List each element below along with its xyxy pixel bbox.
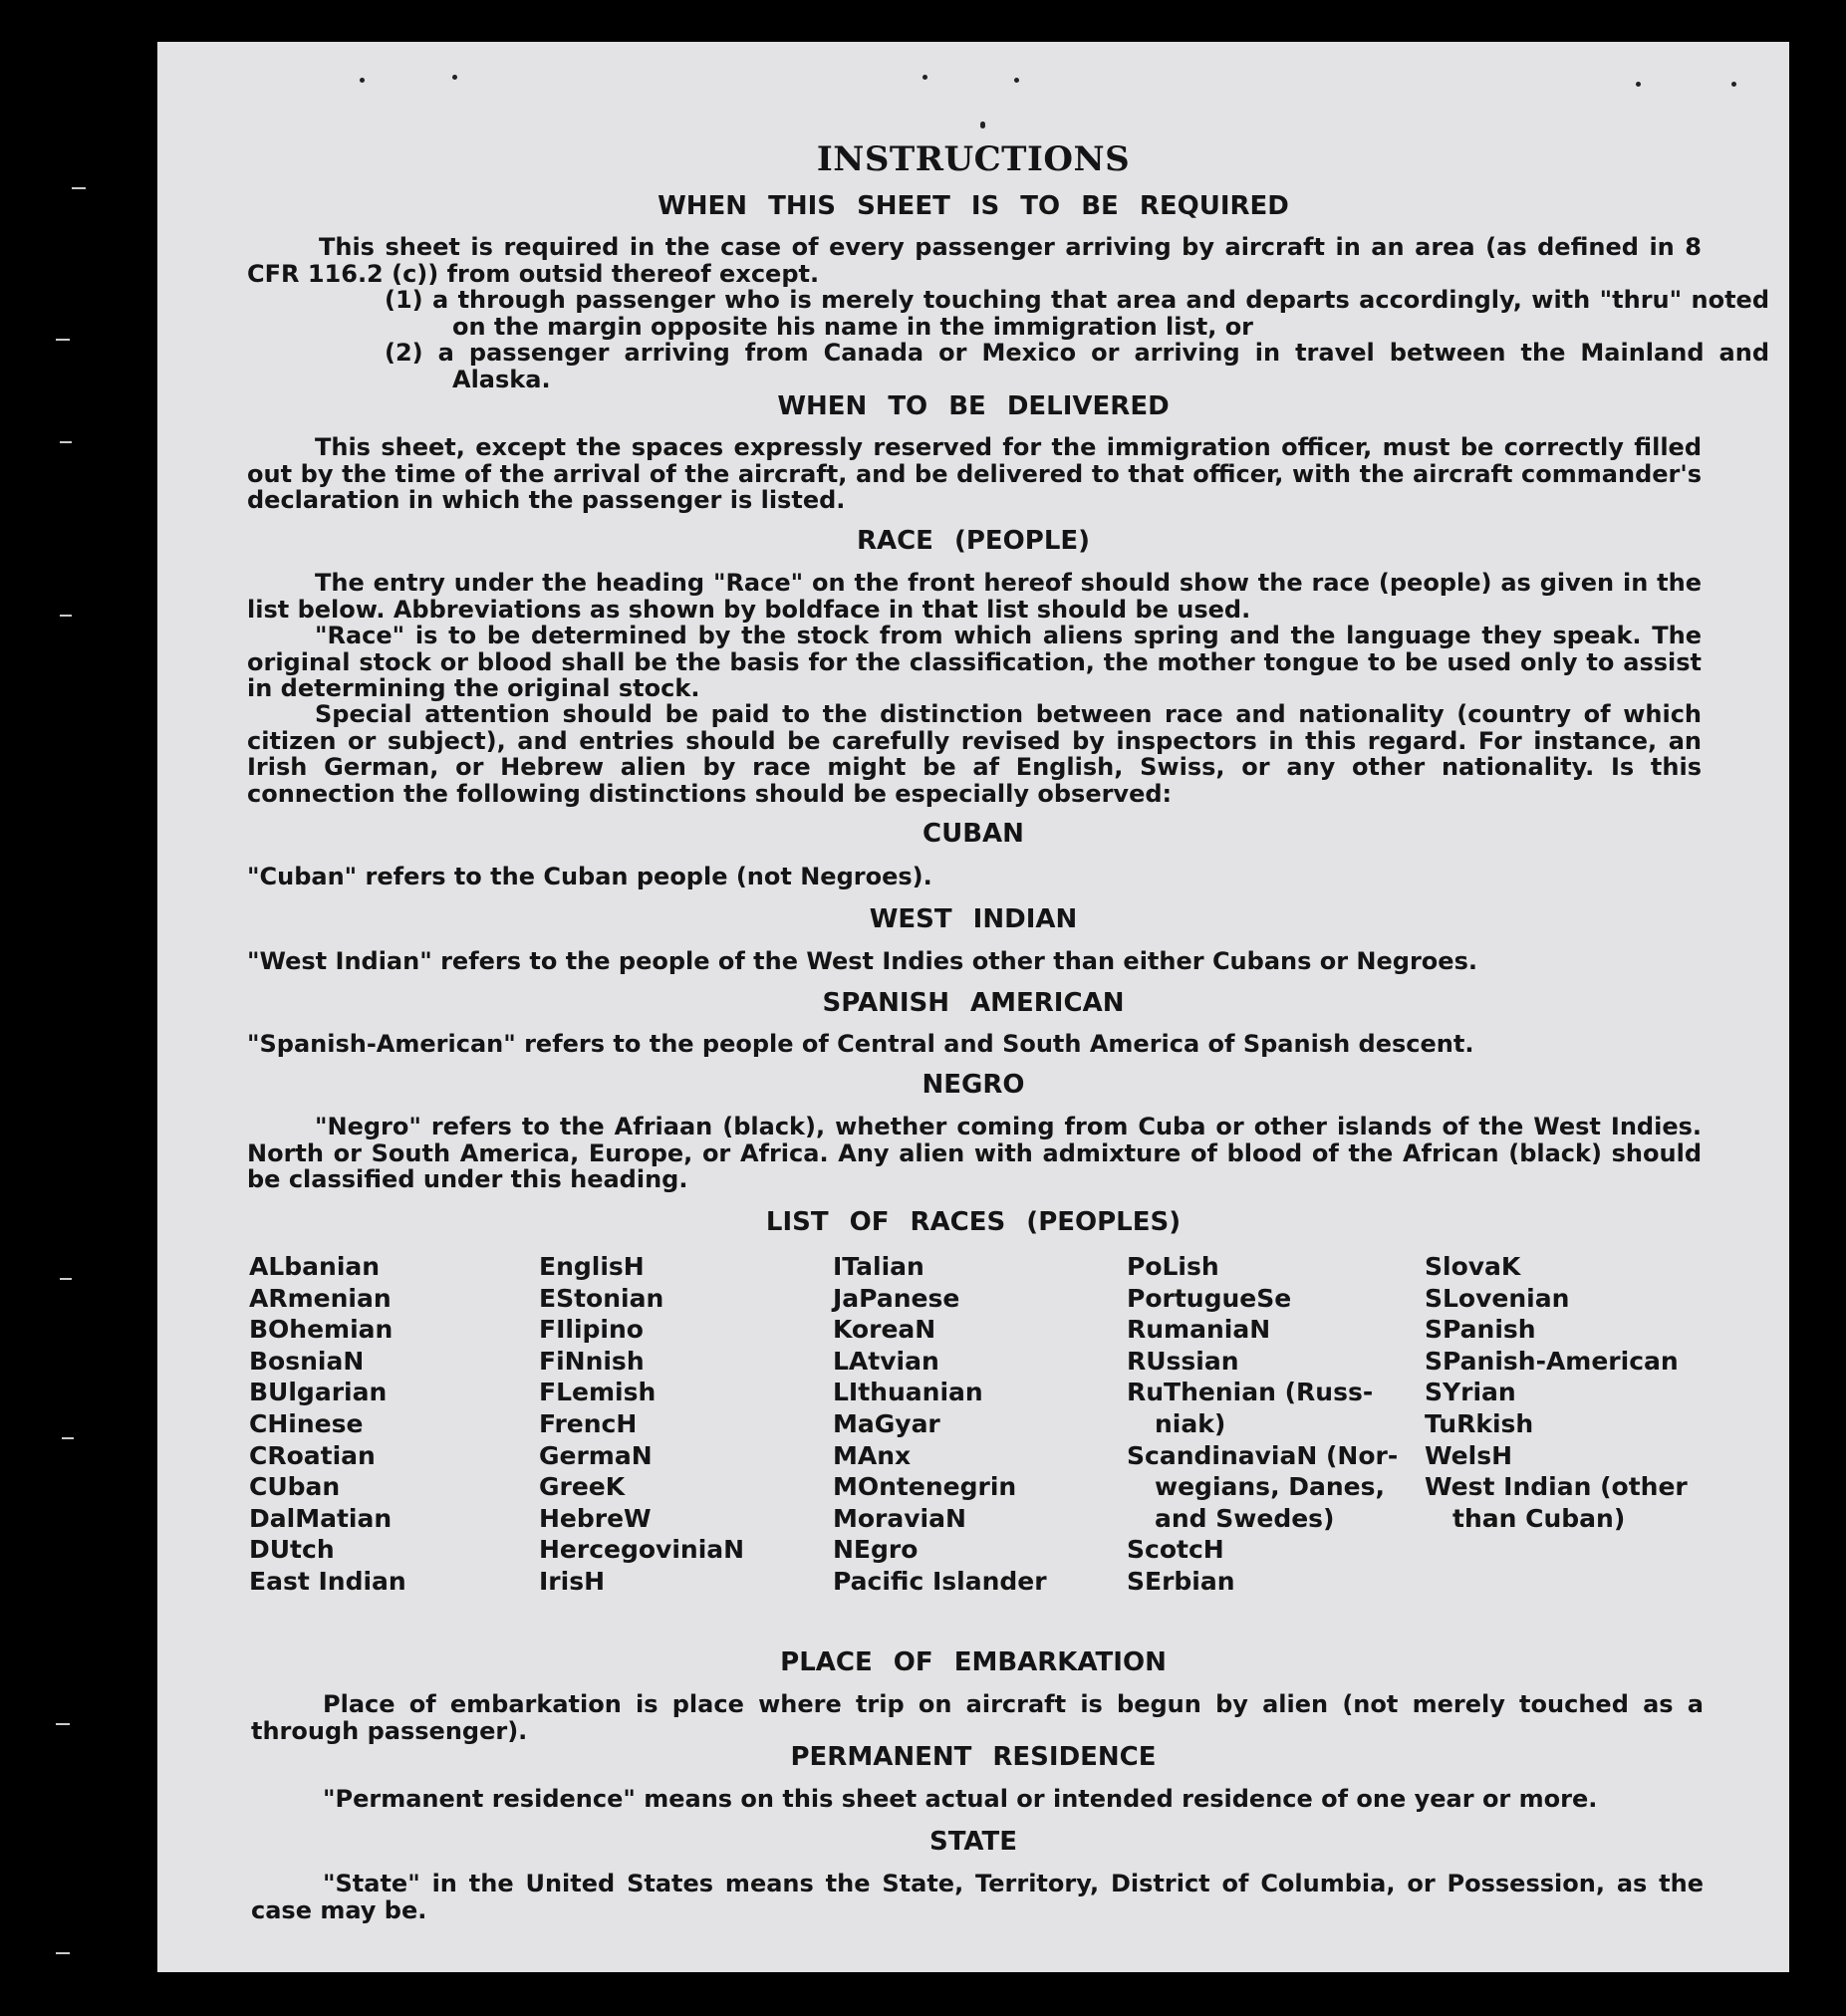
document-title: INSTRUCTIONS	[816, 139, 1131, 179]
paragraph-exception-1: (1) a through passenger who is merely touching that area and departs accordingly, with "thru" noted on the margin opposite his name in the immigration list, or	[385, 286, 1769, 341]
race-item: SErbian	[1127, 1566, 1235, 1596]
scan-speck	[1636, 82, 1641, 87]
margin-mark	[72, 187, 86, 189]
paragraph-cuban: "Cuban" refers to the Cuban people (not Negroes).	[247, 863, 932, 890]
scan-speck	[452, 75, 457, 80]
margin-mark	[56, 1952, 70, 1954]
race-item: FrencH	[539, 1408, 638, 1438]
race-item: JaPanese	[833, 1283, 960, 1313]
race-item: KoreaN	[833, 1315, 936, 1345]
race-item: NEgro	[833, 1535, 919, 1565]
scan-speck	[980, 124, 985, 128]
race-item: ALbanian	[249, 1252, 381, 1281]
race-item: LAtvian	[833, 1346, 939, 1376]
margin-mark	[60, 1278, 72, 1280]
paragraph-negro: "Negro" refers to the Afriaan (black), whether coming from Cuba or other islands of the West Indies. North or South America, Europe, or Africa. Any alien with admixture of blood of the African (black) should be classified under this heading.	[247, 1113, 1702, 1193]
paragraph-required-intro: This sheet is required in the case of every passenger arriving by aircraft in an area (as defined in 8 CFR 116.2 (c)) from outsid thereof except.	[247, 233, 1702, 288]
margin-mark	[56, 1723, 70, 1725]
races-column-3	[833, 1251, 1122, 1598]
paragraph-race-nationality: Special attention should be paid to the distinction between race and nationality (country of which citizen or subject), and entries should be carefully revised by inspectors in this regard. For instance, an Irish German, or Hebrew alien by race might be af English, Swiss, or any other nationality. Is this connection the following distinctions should be especially observed:	[247, 700, 1702, 808]
heading-cuban: CUBAN	[923, 819, 1024, 849]
paragraph-spanish-american: "Spanish-American" refers to the people of Central and South America of Spanish descent.	[247, 1030, 1474, 1058]
races-column-4	[1127, 1251, 1416, 1598]
race-item: FIlipino	[539, 1315, 644, 1345]
heading-permanent-residence: PERMANENT RESIDENCE	[790, 1742, 1157, 1772]
race-item: RumaniaN	[1127, 1315, 1271, 1345]
race-item: BOhemian	[249, 1315, 394, 1345]
paragraph-race-stock: "Race" is to be determined by the stock from which aliens spring and the language they speak. The original stock or blood shall be the basis for the classification, the mother tongue to be used only to assist in determining the original stock.	[247, 622, 1702, 702]
paragraph-embarkation: Place of embarkation is place where trip on aircraft is begun by alien (not merely touched as a through passenger).	[251, 1690, 1704, 1745]
scan-speck	[360, 78, 365, 83]
heading-negro: NEGRO	[922, 1070, 1025, 1100]
race-item: RUssian	[1127, 1346, 1239, 1376]
heading-when-required: WHEN THIS SHEET IS TO BE REQUIRED	[658, 191, 1289, 221]
race-item: CRoatian	[249, 1440, 376, 1470]
race-item: WelsH	[1425, 1440, 1513, 1470]
races-column-5	[1425, 1251, 1714, 1534]
race-item: CHinese	[249, 1408, 364, 1438]
margin-mark	[60, 615, 72, 617]
race-item: SPanish-American	[1425, 1346, 1679, 1376]
race-item: EStonian	[539, 1283, 664, 1313]
race-item: and Swedes)	[1155, 1503, 1335, 1533]
race-item: MOntenegrin	[833, 1472, 1017, 1502]
race-item: SLovenian	[1425, 1283, 1570, 1313]
race-item: East Indian	[249, 1566, 406, 1596]
race-item: DUtch	[249, 1535, 335, 1565]
race-item: HebreW	[539, 1503, 652, 1533]
race-item: wegians, Danes,	[1155, 1472, 1386, 1502]
heading-race-people: RACE (PEOPLE)	[856, 526, 1091, 556]
race-item: RuThenian (Russ-	[1127, 1378, 1374, 1407]
race-item: ARmenian	[249, 1283, 392, 1313]
heading-state: STATE	[928, 1827, 1018, 1857]
race-item: BUlgarian	[249, 1378, 388, 1407]
race-item: ScandinaviaN (Nor-	[1127, 1440, 1399, 1470]
race-item: FLemish	[539, 1378, 657, 1407]
scan-speck	[923, 75, 927, 80]
heading-list-of-races: LIST OF RACES (PEOPLES)	[765, 1207, 1182, 1237]
race-item: than Cuban)	[1452, 1503, 1626, 1533]
race-item: EnglisH	[539, 1252, 645, 1281]
margin-mark	[62, 1437, 74, 1439]
paragraph-exception-2: (2) a passenger arriving from Canada or Mexico or arriving in travel between the Mainland and Alaska.	[385, 339, 1769, 393]
margin-mark	[56, 339, 70, 341]
race-item: niak)	[1155, 1408, 1226, 1438]
race-item: MoraviaN	[833, 1503, 966, 1533]
scan-speck	[1731, 82, 1736, 87]
margin-mark	[60, 441, 72, 443]
race-item: GermaN	[539, 1440, 653, 1470]
race-item: DalMatian	[249, 1503, 393, 1533]
race-item: PortugueSe	[1127, 1283, 1292, 1313]
race-item: BosniaN	[249, 1346, 365, 1376]
document-page	[157, 42, 1789, 1972]
races-column-2	[539, 1251, 828, 1598]
race-item: SYrian	[1425, 1378, 1516, 1407]
races-column-1	[249, 1251, 538, 1598]
race-item: SlovaK	[1425, 1252, 1521, 1281]
race-item: GreeK	[539, 1472, 626, 1502]
race-item: ScotcH	[1127, 1535, 1224, 1565]
race-item: HercegoviniaN	[539, 1535, 745, 1565]
race-item: TuRkish	[1425, 1408, 1534, 1438]
heading-when-delivered: WHEN TO BE DELIVERED	[777, 391, 1170, 421]
race-item: ITalian	[833, 1252, 924, 1281]
race-item: SPanish	[1425, 1315, 1536, 1345]
paragraph-permanent-residence: "Permanent residence" means on this sheet actual or intended residence of one year or more.	[323, 1785, 1598, 1813]
heading-west-indian: WEST INDIAN	[869, 904, 1078, 934]
heading-place-of-embarkation: PLACE OF EMBARKATION	[780, 1647, 1167, 1677]
paragraph-race-entry: The entry under the heading "Race" on the front hereof should show the race (people) as given in the list below. Abbreviations as shown by boldface in that list should be used.	[247, 569, 1702, 624]
race-item: Pacific Islander	[833, 1566, 1047, 1596]
paragraph-delivered: This sheet, except the spaces expressly reserved for the immigration officer, must be correctly filled out by the time of the arrival of the aircraft, and be delivered to that officer, with the aircraft commander's declaration in which the passenger is listed.	[247, 433, 1702, 514]
paragraph-state: "State" in the United States means the State, Territory, District of Columbia, or Possession, as the case may be.	[251, 1870, 1704, 1924]
scan-speck	[1014, 78, 1019, 83]
race-item: CUban	[249, 1472, 341, 1502]
race-item: FiNnish	[539, 1346, 645, 1376]
race-item: IrisH	[539, 1566, 606, 1596]
race-item: LIthuanian	[833, 1378, 983, 1407]
heading-spanish-american: SPANISH AMERICAN	[822, 988, 1125, 1018]
race-item: MaGyar	[833, 1408, 940, 1438]
race-item: West Indian (other	[1425, 1472, 1688, 1502]
race-item: PoLish	[1127, 1252, 1219, 1281]
race-item: MAnx	[833, 1440, 912, 1470]
paragraph-west-indian: "West Indian" refers to the people of the West Indies other than either Cubans or Negroes.	[247, 947, 1477, 975]
